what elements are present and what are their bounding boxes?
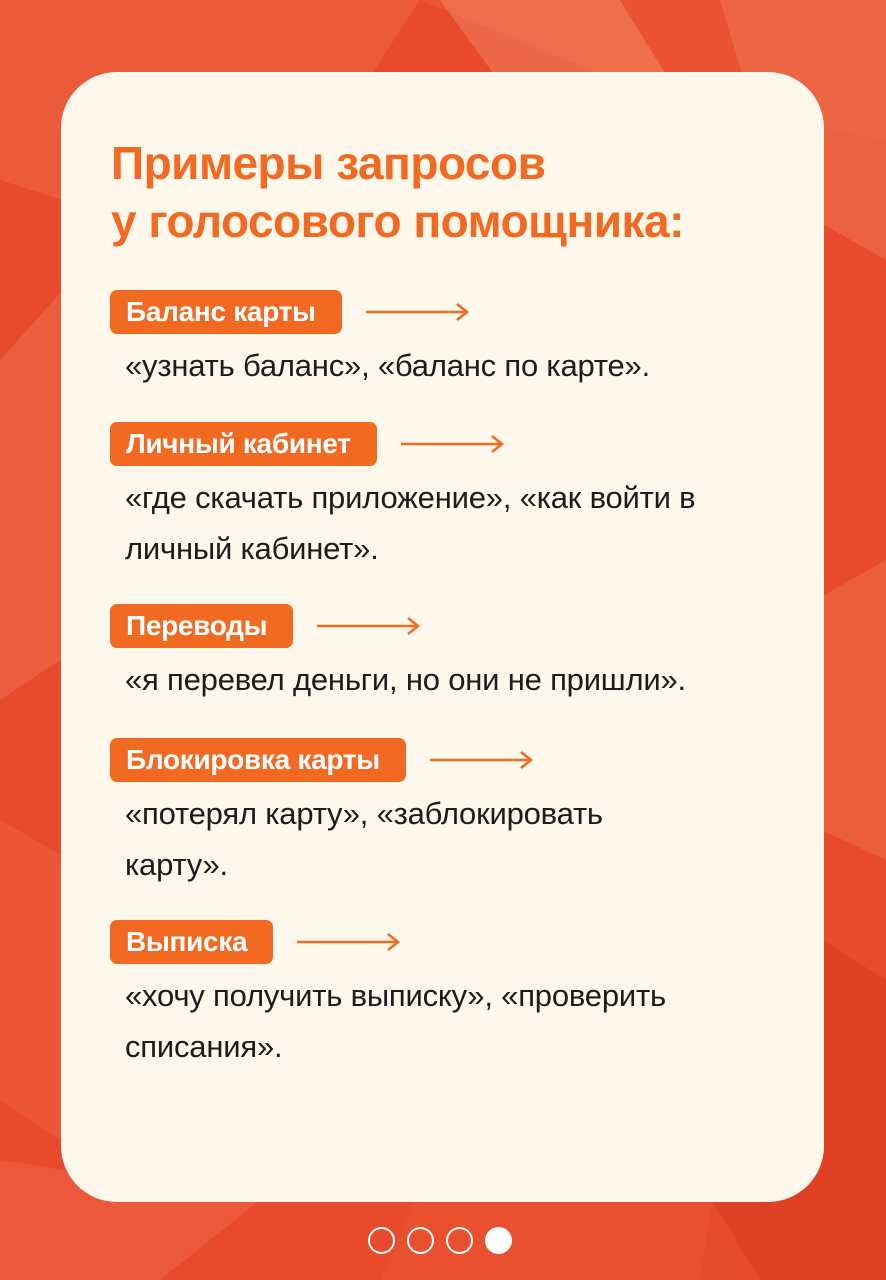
page-dot[interactable] [368,1227,395,1254]
section-statement [110,920,810,1072]
arrow-right-icon [297,932,401,952]
page-dot[interactable] [446,1227,473,1254]
section-transfers [110,604,810,705]
arrow-right-icon [430,750,534,770]
example-queries: «я перевел деньги, но они не пришли». [125,662,686,697]
arrow-right-icon [401,434,505,454]
section-card-block [110,738,810,890]
example-queries: «хочу получить выписку», «проверить списания». [125,978,666,1064]
section-balance [110,290,810,391]
example-queries: «узнать баланс», «баланс по карте». [125,348,651,383]
page-dot[interactable] [407,1227,434,1254]
category-tag: Баланс карты [110,290,342,334]
example-queries: «потерял карту», «заблокировать карту». [125,796,603,882]
arrow-right-icon [366,302,470,322]
arrow-right-icon [317,616,421,636]
page-title [111,134,801,250]
category-tag: Переводы [110,604,293,648]
content-card [61,72,824,1202]
section-account [110,422,810,574]
pagination-dots [368,1227,512,1255]
category-tag: Выписка [110,920,273,964]
example-queries: «где скачать приложение», «как войти в личный кабинет». [125,480,696,566]
title-line-1: Примеры запросов [111,137,546,189]
page-dot-active[interactable] [485,1227,512,1254]
category-tag: Личный кабинет [110,422,377,466]
category-tag: Блокировка карты [110,738,406,782]
title-line-2: у голосового помощника: [111,195,684,247]
